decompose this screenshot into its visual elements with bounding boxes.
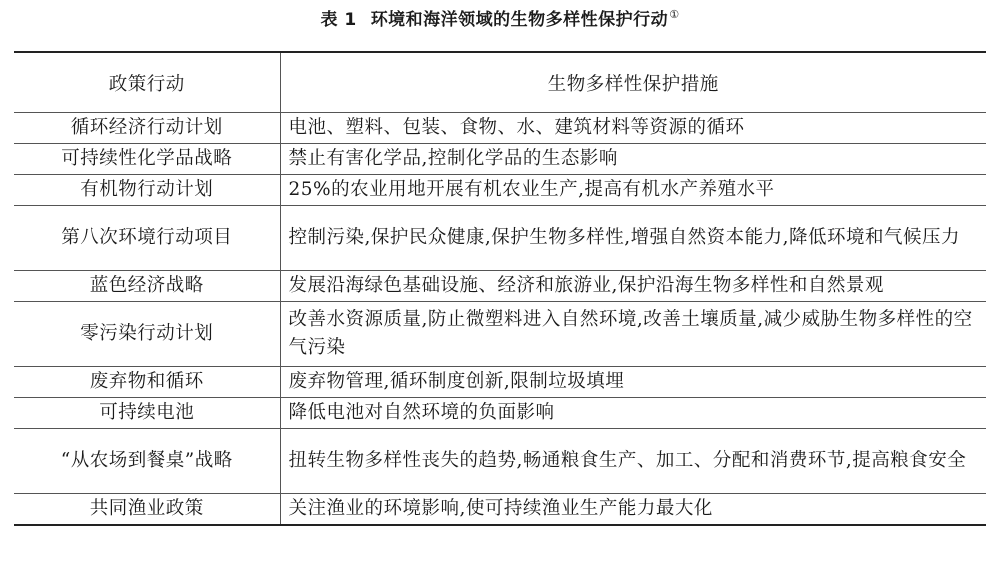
- header-row: [14, 52, 986, 113]
- policy-action-cell: “从农场到餐桌”战略: [14, 429, 280, 494]
- policy-action-cell: 共同渔业政策: [14, 494, 280, 526]
- table-title: 环境和海洋领域的生物多样性保护行动: [370, 10, 669, 30]
- measures-cell: 降低电池对自然环境的负面影响: [280, 398, 986, 429]
- table-row: [14, 494, 986, 526]
- policy-action-cell: 有机物行动计划: [14, 175, 280, 206]
- measures-cell: 改善水资源质量,防止微塑料进入自然环境,改善土壤质量,减少威胁生物多样性的空气污染: [280, 302, 986, 367]
- measures-cell: 发展沿海绿色基础设施、经济和旅游业,保护沿海生物多样性和自然景观: [280, 271, 986, 302]
- table-row: [14, 144, 986, 175]
- biodiversity-actions-table: [14, 51, 986, 526]
- measures-cell: 25%的农业用地开展有机农业生产,提高有机水产养殖水平: [280, 175, 986, 206]
- footnote-mark: ①: [669, 8, 680, 22]
- table-row: [14, 429, 986, 494]
- policy-action-cell: 废弃物和循环: [14, 367, 280, 398]
- table-row: [14, 113, 986, 144]
- header-protection-measures: 生物多样性保护措施: [547, 73, 719, 95]
- policy-action-cell: 可持续电池: [14, 398, 280, 429]
- measures-cell: 电池、塑料、包装、食物、水、建筑材料等资源的循环: [280, 113, 986, 144]
- table-caption: [0, 8, 1000, 32]
- measures-cell: 禁止有害化学品,控制化学品的生态影响: [280, 144, 986, 175]
- table-row: [14, 175, 986, 206]
- measures-cell: 关注渔业的环境影响,使可持续渔业生产能力最大化: [280, 494, 986, 526]
- table-row: [14, 367, 986, 398]
- measures-cell: 扭转生物多样性丧失的趋势,畅通粮食生产、加工、分配和消费环节,提高粮食安全: [280, 429, 986, 494]
- table-row: [14, 398, 986, 429]
- table-row: [14, 206, 986, 271]
- table-row: [14, 271, 986, 302]
- policy-action-cell: 蓝色经济战略: [14, 271, 280, 302]
- policy-action-cell: 可持续性化学品战略: [14, 144, 280, 175]
- policy-action-cell: 循环经济行动计划: [14, 113, 280, 144]
- table-number: 表 1: [320, 10, 357, 30]
- policy-action-cell: 第八次环境行动项目: [14, 206, 280, 271]
- header-policy-action: 政策行动: [14, 52, 280, 113]
- policy-action-cell: 零污染行动计划: [14, 302, 280, 367]
- measures-cell: 废弃物管理,循环制度创新,限制垃圾填埋: [280, 367, 986, 398]
- table-row: [14, 302, 986, 367]
- measures-cell: 控制污染,保护民众健康,保护生物多样性,增强自然资本能力,降低环境和气候压力: [280, 206, 986, 271]
